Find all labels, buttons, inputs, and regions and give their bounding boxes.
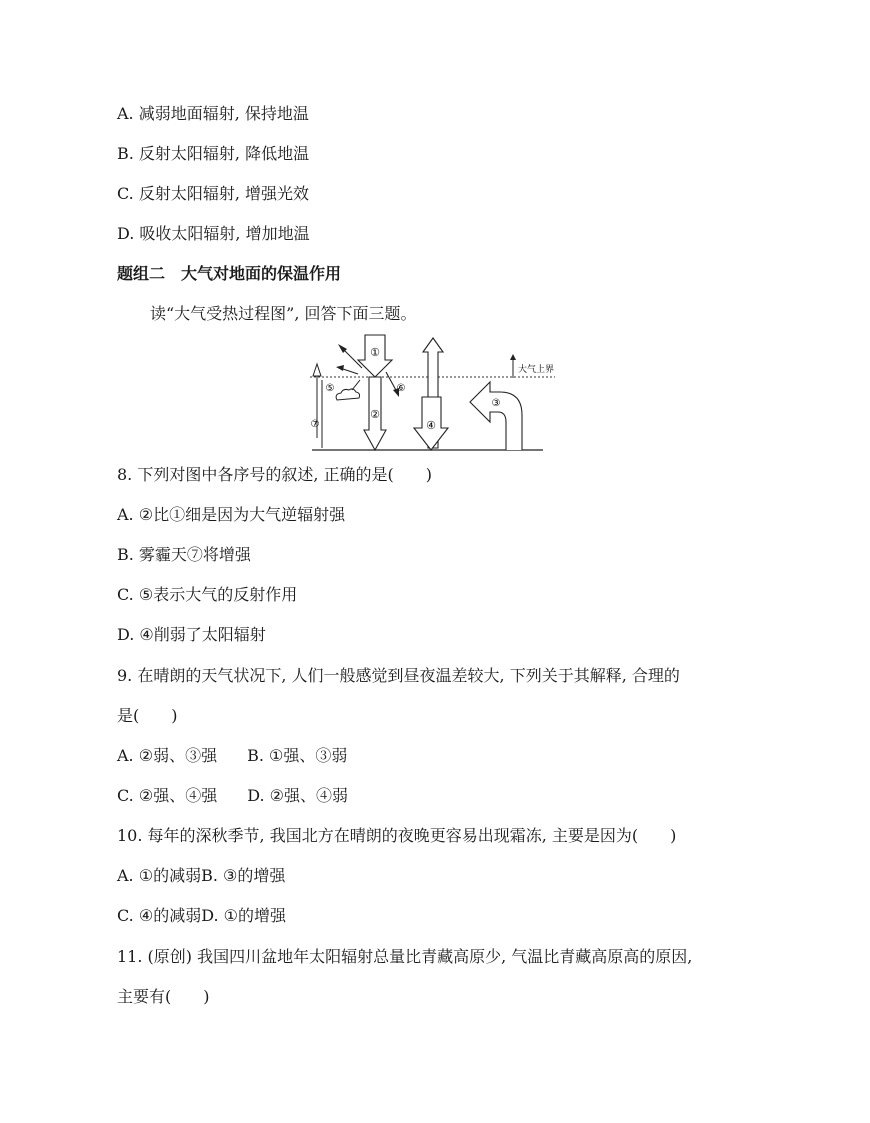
atmosphere-heating-diagram xyxy=(300,330,570,455)
q9-options-ab xyxy=(117,746,347,766)
q10-options-ab: A. ①的减弱B. ③的增强 xyxy=(117,866,286,885)
arrow-7-icon xyxy=(313,364,321,376)
q7-option-d: D. 吸收太阳辐射, 增加地温 xyxy=(117,224,310,243)
q9-option-c: C. ②强、④强 xyxy=(117,786,218,805)
q7-option-b: B. 反射太阳辐射, 降低地温 xyxy=(117,144,310,163)
label-4: ④ xyxy=(426,419,436,432)
q9-options-cd xyxy=(117,786,348,806)
small-up-arrow-icon xyxy=(510,354,516,360)
label-6: ⑥ xyxy=(396,383,406,394)
label-7: ⑦ xyxy=(310,419,320,430)
label-2: ② xyxy=(370,408,380,421)
q9-stem-line1: 9. 在晴朗的天气状况下, 人们一般感觉到昼夜温差较大, 下列关于其解释, 合理的 xyxy=(117,666,680,685)
label-3: ③ xyxy=(491,398,501,409)
q8-stem: 8. 下列对图中各序号的叙述, 正确的是( ) xyxy=(117,465,433,484)
q11-stem-line1: 11. (原创) 我国四川盆地年太阳辐射总量比青藏高原少, 气温比青藏高原高的原因, xyxy=(117,947,693,966)
label-1: ① xyxy=(370,346,380,359)
arrow-5b-icon xyxy=(336,365,344,371)
q9-stem-line2: 是( ) xyxy=(117,706,178,725)
q8-option-b: B. 雾霾天⑦将增强 xyxy=(117,545,251,564)
q10-options-cd: C. ④的减弱D. ①的增强 xyxy=(117,906,286,925)
cloud-icon xyxy=(336,389,359,400)
q7-option-a: A. 减弱地面辐射, 保持地温 xyxy=(117,104,309,123)
label-5: ⑤ xyxy=(325,383,335,394)
arrow-3-icon xyxy=(470,382,522,450)
group2-title: 题组二 大气对地面的保温作用 xyxy=(117,264,342,283)
q9-option-b: B. ①强、③弱 xyxy=(247,746,348,765)
q8-option-a: A. ②比①细是因为大气逆辐射强 xyxy=(117,505,346,524)
q9-option-d: D. ②强、④弱 xyxy=(247,786,348,805)
q9-option-a: A. ②弱、③强 xyxy=(117,746,218,765)
q10-stem: 10. 每年的深秋季节, 我国北方在晴朗的夜晚更容易出现霜冻, 主要是因为( ) xyxy=(117,826,677,845)
q11-stem-line2: 主要有( ) xyxy=(117,987,210,1006)
q8-option-d: D. ④削弱了太阳辐射 xyxy=(117,625,266,644)
q7-option-c: C. 反射太阳辐射, 增强光效 xyxy=(117,184,310,203)
q8-option-c: C. ⑤表示大气的反射作用 xyxy=(117,585,298,604)
group2-intro: 读“大气受热过程图”, 回答下面三题。 xyxy=(150,304,417,323)
atmosphere-top-label: 大气上界 xyxy=(518,365,555,375)
